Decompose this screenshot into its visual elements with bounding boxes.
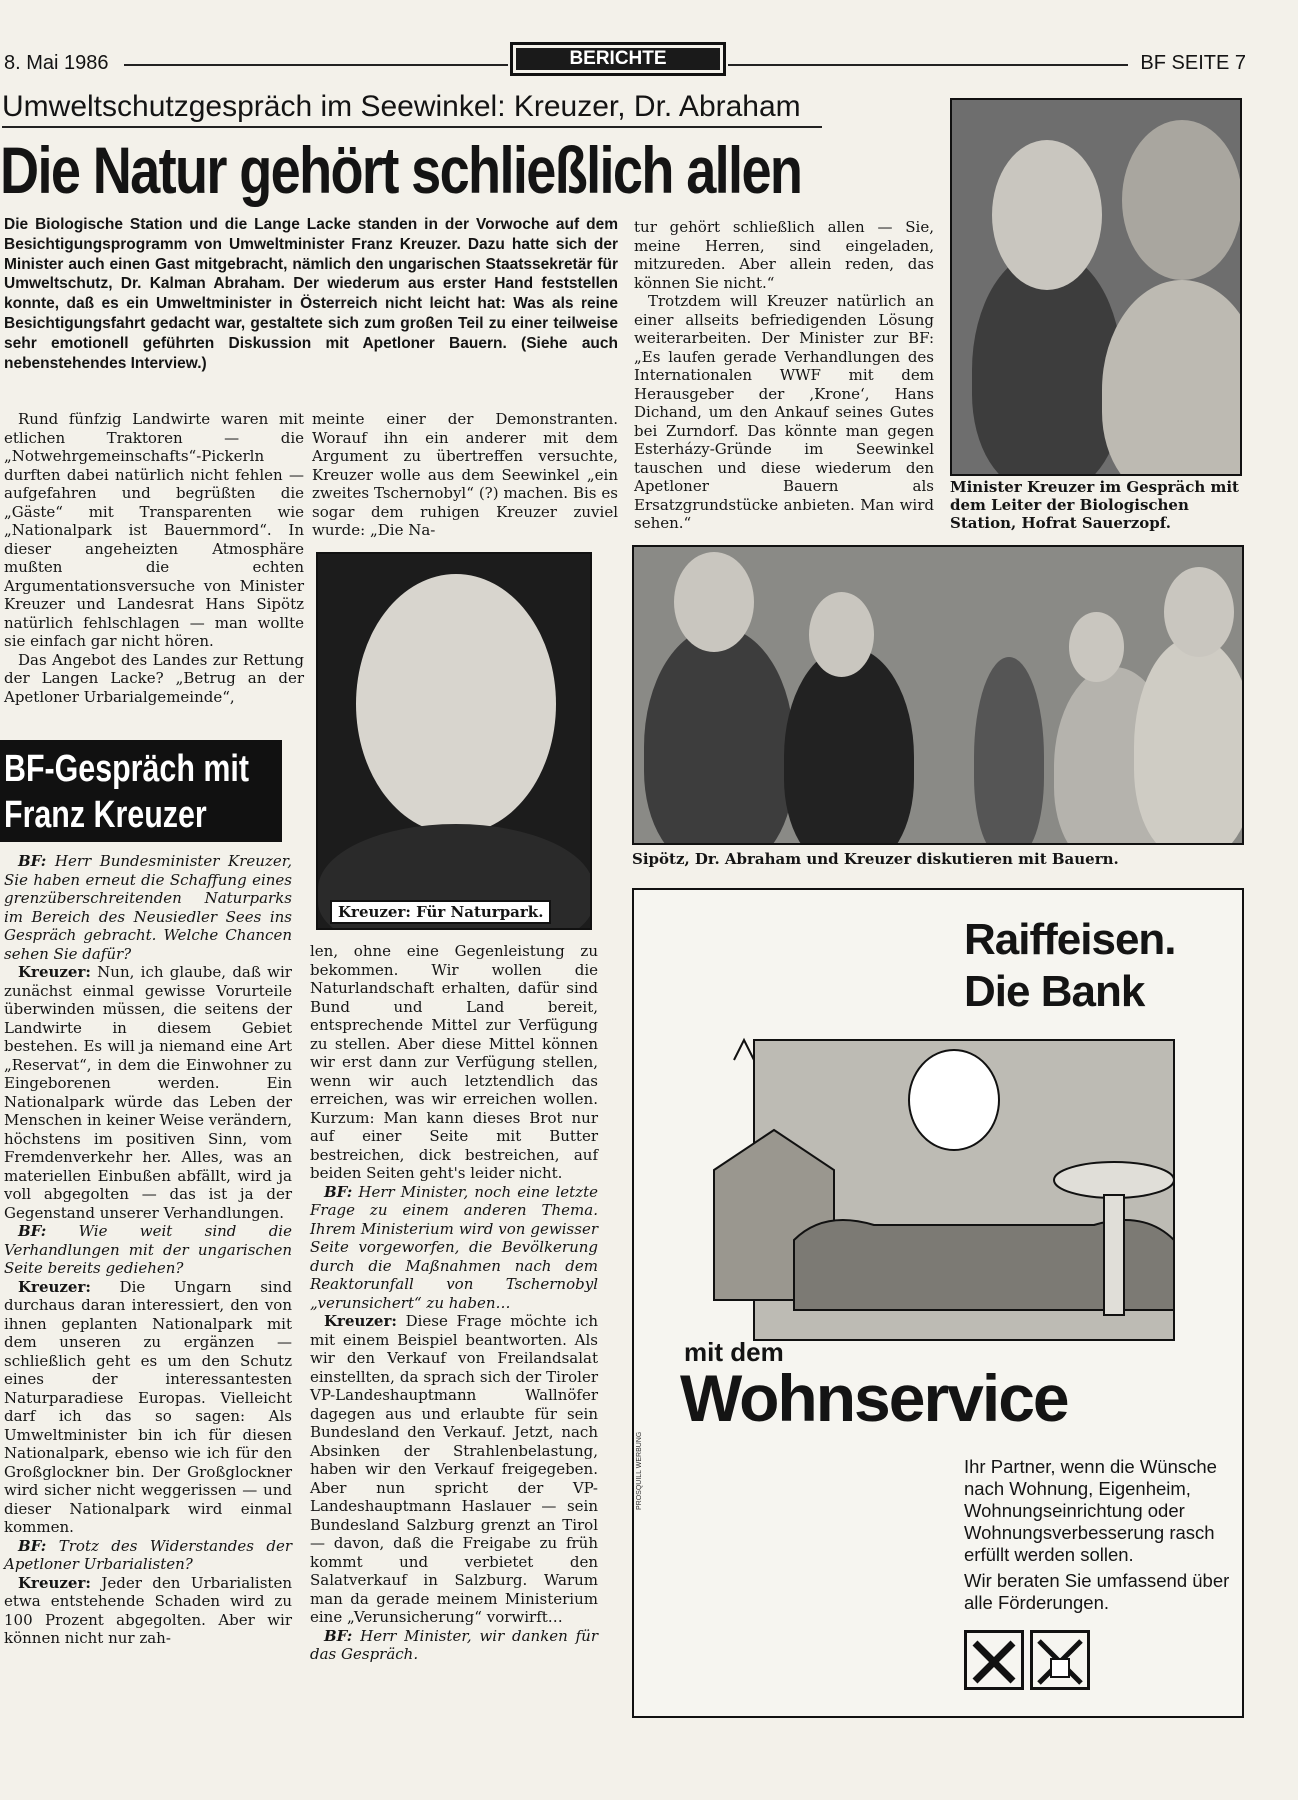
interview-title-line-1: BF-Gespräch mit [4,748,249,790]
interview-speaker: BF: [18,852,47,870]
ad-headline-2: Die Bank [964,967,1145,1016]
photo-discussion-farmers [632,545,1244,845]
article-column-3 [634,218,934,533]
article-column-1 [4,410,304,706]
header-rule-left [124,64,508,66]
interview-text: Herr Bundesminister Kreuzer, Sie haben erneut die Schaffung eines grenzüberschreitenden Naturparks im Bereich des Neusiedler Sees ins Gespräch gebracht. Welche Chancen sehen Sie dafür? [4,852,292,963]
section-label-text: BERICHTE [516,48,720,70]
article-headline: Die Natur gehört schließlich allen [0,133,802,207]
photo-kreuzer-portrait [316,552,592,930]
portrait-label: Kreuzer: Für Naturpark. [330,900,551,924]
interview-text: Diese Frage möchte ich mit einem Beispiel beantworten. Als wir den Verkauf von Freilandsalat einstellten, da sprach sich der Tiroler VP-Landeshauptmann Wallnöfer dagegen aus und erlaubte für sein Bundesland den Verkauf. Jetzt, nach Absinken der Strahlenbelastung, haben wir den Verkauf freigegeben. Aber nun spricht der VP-Landeshauptmann Haslauer — sein Bundesland Salzburg grenzt an Tirol — davon, daß die Freigabe zu früh kommt und verbietet den Salatverkauf in Salzburg. Warum man da gerade meinem Ministerium eine „Verunsicherung“ vorwirft… [310,1312,598,1626]
house-logo-icon [1030,1630,1090,1690]
header-rule-right [728,64,1128,66]
interview-speaker: BF: [18,1536,47,1555]
interview-answer [4,963,292,1222]
interview-text: Herr Minister, noch eine letzte Frage zu einem anderen Thema. Ihrem Ministerium wird von gewisser Seite vorgeworfen, die Bevölkerung durch die Maßnahmen nach dem Reaktorunfall von Tschernobyl „verunsichert“ zu haben… [310,1182,598,1312]
interview-answer [4,1278,292,1537]
article-paragraph: Das Angebot des Landes zur Rettung der Langen Lacke? „Betrug an der Apetloner Urbarialgemeinde“, [4,650,304,706]
interview-text: len, ohne eine Gegenleistung zu bekommen. Wir wollen die Naturlandschaft erhalten, dafür sind Bund und Land bereit, entsprechende Mittel zur Verfügung zu stellen. Aber diese Mittel können wir erst dann zur Verfügung stellen, wenn wir auch letztendlich das erreichen, was wir erreichen wollen. Kurzum: Man kann dieses Brot nur auf einer Seite mit Butter bestreichen, dick bestreichen, auf beiden Seiten geht's leider nicht. [310,942,598,1182]
interview-question [4,1222,292,1278]
interview-column-right [310,942,598,1664]
interview-question [4,852,292,963]
photo-caption-middle: Sipötz, Dr. Abraham und Kreuzer diskutieren mit Bauern. [632,850,1119,868]
ad-agency-credit: PROSQUILL WERBUNG [636,1431,643,1510]
raiffeisen-advertisement [632,888,1244,1718]
article-kicker: Umweltschutzgespräch im Seewinkel: Kreuzer, Dr. Abraham [2,88,822,128]
interview-text: Nun, ich glaube, daß wir zunächst einmal gewisse Vorurteile überwinden müssen, die seitens der Landwirte in diesem Gebiet bestehen. Es will ja niemand eine Art „Reservat“, in dem die Einwohner zu Eingeborenen werden. Ein Nationalpark würde das Leben der Menschen in keiner Weise verändern, höchstens im positiven Sinn, vom Fremdenverkehr her. Alles, was an materiellen Einbußen abfällt, wird ja voll abgegolten — das ist ja der Gegenstand unserer Verhandlungen. [4,963,292,1222]
interview-text: Die Ungarn sind durchaus daran interessiert, den von ihnen geplanten Nationalpark mit dem unseren zu ergänzen — schließlich geht es um den Schutz eines der interessantesten Naturparadiese Europas. Vielleicht darf ich das so sagen: Als Umweltminister bin ich für diesen Nationalpark, ebenso wie ich für den Großglockner bin. Der Großglockner wird sicher nicht weggerissen — und dieser Nationalpark wird einmal kommen. [4,1277,292,1536]
interview-title-line-2: Franz Kreuzer [4,794,207,836]
interview-speaker: BF: [324,1626,353,1645]
interview-text: Jeder den Urbarialisten etwa entstehende Schaden wird zu 100 Prozent abgegolten. Aber wir können nicht nur zah- [4,1573,292,1647]
raiffeisen-logo-icon [964,1630,1024,1690]
interview-speaker: Kreuzer: [18,963,91,981]
article-paragraph: meinte einer der Demonstranten. Worauf ihn ein anderer mit dem Argument zu übertreffen versuchte, Kreuzer wolle aus dem Seewinkel „ein zweites Tschernobyl“ (?) machen. Bis es sogar dem ruhigen Kreuzer zuviel wurde: „Die Na- [312,410,618,539]
interview-text: Wie weit sind die Verhandlungen mit der ungarischen Seite bereits gediehen? [4,1222,292,1277]
photo-caption-top-right: Minister Kreuzer im Gespräch mit dem Leiter der Biologischen Station, Hofrat Sauerzopf. [950,478,1239,532]
interview-speaker: Kreuzer: [18,1277,91,1296]
interview-speaker: BF: [324,1182,353,1201]
interview-speaker: Kreuzer: [324,1312,397,1330]
article-paragraph: Trotzdem will Kreuzer natürlich an einer allseits befriedigenden Lösung weiterarbeiten. Der Minister zur BF: „Es laufen gerade Verhandlungen des Internationalen WWF mit dem Herausgeber der ‚Krone‘, Hans Dichand, um den Ankauf seines Gutes bei Zurndorf. Das könnte man gegen Esterházy-Gründe im Seewinkel tauschen und diese wiederum den Apetloner Bauern als Ersatzgrundstücke anbieten. Man wird sehen.“ [634,292,934,532]
article-paragraph: tur gehört schließlich allen — Sie, meine Herren, sind eingeladen, mitzureden. Aber allein reden, das können Sie nicht.“ [634,218,934,292]
article-column-2 [312,410,618,540]
photo-minister-conversation [950,98,1242,476]
article-lead: Die Biologische Station und die Lange Lacke standen in der Vorwoche auf dem Besichtigungsprogramm von Umweltminister Franz Kreuzer. Dazu hatte sich der Minister auch einen Gast mitgebracht, nämlich den ungarischen Staatssekretär für Umweltschutz, Dr. Kalman Abraham. Der wiederum aus erster Hand feststellen konnte, daß es ein Umweltminister in Österreich nicht leicht hat: Was als reine Besichtigungsfahrt gedacht war, gestaltete sich zum großen Teil zu einer teilweise sehr emotionell geführten Diskussion mit Apetloner Bauern. (Siehe auch nebenstehendes Interview.) [4,216,618,372]
interview-answer [310,942,598,1183]
ad-headline-1: Raiffeisen. [964,915,1176,964]
interview-answer [4,1574,292,1648]
article-paragraph: Rund fünfzig Landwirte waren mit etlichen Traktoren — die „Notwehrgemeinschafts“-Pickerln durften dabei natürlich nicht fehlen — aufgefahren und begrüßten die „Gäste“ mit Transparenten wie „Nationalpark ist Bauernmord“. In dieser angeheizten Atmosphäre mußten die echten Argumentationsversuche von Minister Kreuzer und Landesrat Hans Sipötz natürlich fehlschlagen — man wollte sie einfach gar nicht hören. [4,410,304,650]
interview-title [0,740,282,842]
interview-text: Herr Minister, wir danken für das Gespräch. [310,1626,598,1663]
section-label [510,42,726,76]
ad-wohnservice: Wohnservice [680,1361,1068,1435]
interview-question [4,1537,292,1574]
interview-question [310,1627,598,1664]
issue-date: 8. Mai 1986 [4,52,109,74]
interview-speaker: BF: [18,1222,47,1240]
interview-text: Trotz des Widerstandes der Apetloner Urbarialisten? [4,1536,292,1573]
ad-subline: mit dem [684,1337,784,1367]
ad-body-text-2: Wir beraten Sie umfassend über alle Förderungen. [964,1570,1230,1613]
interview-column-left [4,852,292,1648]
interview-speaker: Kreuzer: [18,1573,91,1592]
ad-body-text-1: Ihr Partner, wenn die Wünsche nach Wohnung, Eigenheim, Wohnungseinrichtung oder Wohnungsverbesserung rasch erfüllt werden sollen. [964,1456,1217,1565]
page-number: BF SEITE 7 [1140,52,1246,74]
ad-illustration-sofa [674,1020,1214,1350]
interview-question [310,1183,598,1313]
interview-answer [310,1312,598,1627]
